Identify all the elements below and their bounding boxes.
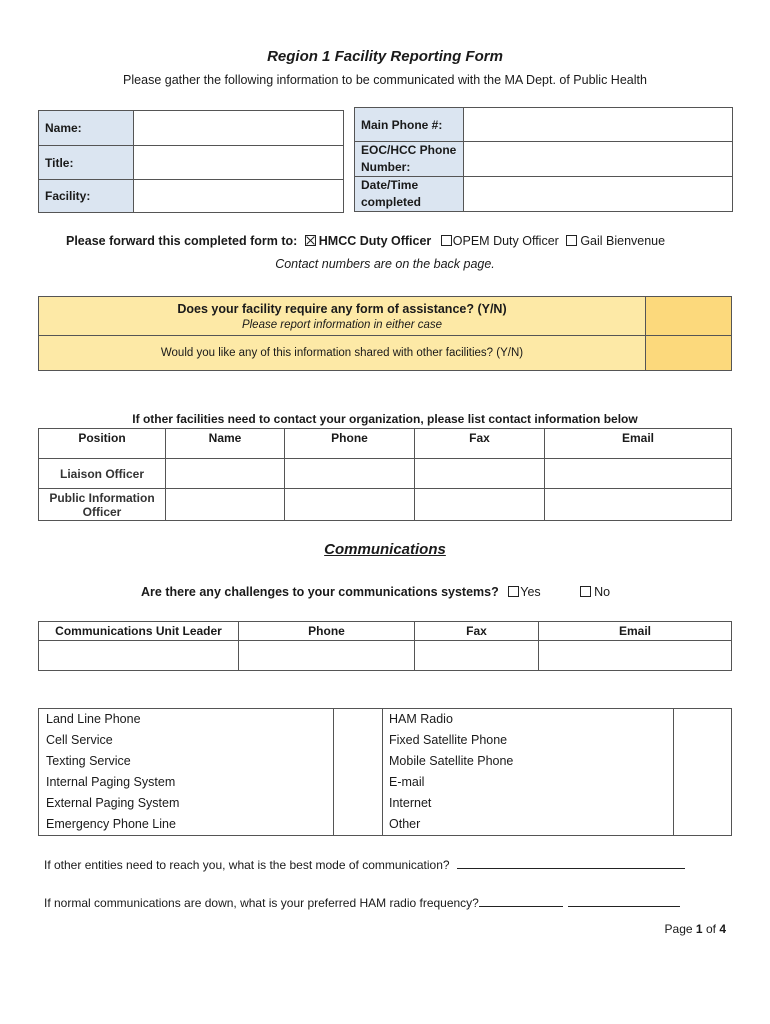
system-right-5: Other bbox=[383, 814, 674, 836]
system-right-5-field[interactable] bbox=[674, 814, 732, 836]
contacts-header-fax: Fax bbox=[415, 429, 545, 459]
system-right-1: Fixed Satellite Phone bbox=[383, 730, 674, 751]
system-right-1-field[interactable] bbox=[674, 730, 732, 751]
eoc-phone-field[interactable] bbox=[464, 142, 733, 177]
hmcc-checkbox[interactable] bbox=[305, 235, 316, 246]
comm-unit-leader-field[interactable] bbox=[39, 641, 239, 671]
contacts-header-phone: Phone bbox=[285, 429, 415, 459]
date-time-label-line2: completed bbox=[361, 195, 422, 209]
challenge-yes-checkbox[interactable] bbox=[508, 586, 519, 597]
page-word: Page bbox=[664, 922, 693, 936]
assistance-table bbox=[38, 296, 732, 371]
pio-phone-field[interactable] bbox=[285, 489, 415, 521]
contacts-header-position: Position bbox=[39, 429, 166, 459]
pio-email-field[interactable] bbox=[545, 489, 732, 521]
comm-unit-header-leader: Communications Unit Leader bbox=[39, 622, 239, 641]
ham-frequency-question: If normal communications are down, what is your preferred HAM radio frequency? bbox=[44, 896, 479, 910]
page-of-word: of bbox=[705, 922, 716, 936]
page-current: 1 bbox=[695, 922, 703, 936]
comm-unit-phone-field[interactable] bbox=[239, 641, 415, 671]
system-left-3-field[interactable] bbox=[334, 772, 383, 793]
liaison-officer-label: Liaison Officer bbox=[39, 459, 166, 489]
comm-unit-table bbox=[38, 621, 732, 671]
forward-prefix: Please forward this completed form to: bbox=[66, 234, 298, 248]
system-left-5: Emergency Phone Line bbox=[39, 814, 334, 836]
challenge-yes-label: Yes bbox=[520, 585, 541, 599]
system-right-3-field[interactable] bbox=[674, 772, 732, 793]
system-right-2: Mobile Satellite Phone bbox=[383, 751, 674, 772]
assistance-question: Does your facility require any form of assistance? (Y/N) bbox=[177, 301, 507, 316]
contacts-header-name: Name bbox=[166, 429, 285, 459]
comm-unit-email-field[interactable] bbox=[539, 641, 732, 671]
system-left-5-field[interactable] bbox=[334, 814, 383, 836]
facility-field[interactable] bbox=[134, 180, 344, 213]
system-left-0-field[interactable] bbox=[334, 709, 383, 730]
system-left-3: Internal Paging System bbox=[39, 772, 334, 793]
pio-name-field[interactable] bbox=[166, 489, 285, 521]
ham-frequency-row bbox=[44, 894, 734, 910]
contact-numbers-note: Contact numbers are on the back page. bbox=[275, 257, 495, 271]
best-mode-row bbox=[44, 856, 734, 872]
date-time-label-line1: Date/Time bbox=[361, 178, 419, 192]
best-mode-answer-line[interactable] bbox=[457, 856, 685, 869]
pio-label-line1: Public Information bbox=[49, 490, 155, 505]
gail-option-label: Gail Bienvenue bbox=[580, 234, 666, 248]
hmcc-option-label: HMCC Duty Officer bbox=[318, 234, 432, 248]
title-label: Title: bbox=[39, 146, 134, 180]
name-label: Name: bbox=[39, 111, 134, 146]
system-right-3: E-mail bbox=[383, 772, 674, 793]
share-question: Would you like any of this information shared with other facilities? (Y/N) bbox=[39, 336, 646, 371]
comm-unit-header-phone: Phone bbox=[239, 622, 415, 641]
opem-checkbox[interactable] bbox=[441, 235, 452, 246]
liaison-name-field[interactable] bbox=[166, 459, 285, 489]
communications-heading: Communications bbox=[324, 541, 446, 558]
liaison-email-field[interactable] bbox=[545, 459, 732, 489]
opem-option-label: OPEM Duty Officer bbox=[452, 234, 559, 248]
comm-unit-fax-field[interactable] bbox=[415, 641, 539, 671]
eoc-phone-label-line1: EOC/HCC Phone bbox=[361, 143, 457, 157]
system-left-4-field[interactable] bbox=[334, 793, 383, 814]
page-total: 4 bbox=[719, 922, 726, 936]
pio-label-line2: Officer bbox=[82, 504, 122, 519]
system-left-1-field[interactable] bbox=[334, 730, 383, 751]
system-left-4: External Paging System bbox=[39, 793, 334, 814]
liaison-phone-field[interactable] bbox=[285, 459, 415, 489]
facility-label: Facility: bbox=[39, 180, 134, 213]
form-title: Region 1 Facility Reporting Form bbox=[267, 48, 503, 65]
challenge-question: Are there any challenges to your communications systems? bbox=[141, 585, 499, 599]
assistance-answer-field[interactable] bbox=[646, 297, 732, 336]
challenge-no-checkbox[interactable] bbox=[580, 586, 591, 597]
forward-row bbox=[66, 234, 746, 248]
main-phone-label: Main Phone #: bbox=[355, 108, 464, 142]
date-time-label bbox=[355, 177, 464, 212]
contacts-table bbox=[38, 428, 732, 521]
contact-info-left-table bbox=[38, 110, 344, 213]
system-right-2-field[interactable] bbox=[674, 751, 732, 772]
main-phone-field[interactable] bbox=[464, 108, 733, 142]
system-right-0-field[interactable] bbox=[674, 709, 732, 730]
comm-unit-header-email: Email bbox=[539, 622, 732, 641]
contacts-header-email: Email bbox=[545, 429, 732, 459]
contacts-caption: If other facilities need to contact your organization, please list contact information below bbox=[132, 412, 638, 426]
eoc-phone-label-line2: Number: bbox=[361, 160, 411, 174]
pio-fax-field[interactable] bbox=[415, 489, 545, 521]
system-right-0: HAM Radio bbox=[383, 709, 674, 730]
form-subtitle: Please gather the following information to be communicated with the MA Dept. of Public Health bbox=[123, 73, 647, 87]
ham-frequency-answer-line-2[interactable] bbox=[568, 894, 680, 907]
date-time-field[interactable] bbox=[464, 177, 733, 212]
systems-table bbox=[38, 708, 732, 836]
page-number bbox=[620, 922, 726, 936]
eoc-phone-label bbox=[355, 142, 464, 177]
system-left-2-field[interactable] bbox=[334, 751, 383, 772]
assistance-note: Please report information in either case bbox=[241, 318, 443, 331]
title-field[interactable] bbox=[134, 146, 344, 180]
liaison-fax-field[interactable] bbox=[415, 459, 545, 489]
contact-info-right-table bbox=[354, 107, 733, 212]
ham-frequency-answer-line-1[interactable] bbox=[479, 894, 563, 907]
name-field[interactable] bbox=[134, 111, 344, 146]
share-answer-field[interactable] bbox=[646, 336, 732, 371]
assistance-question-cell bbox=[39, 297, 646, 336]
pio-label bbox=[39, 489, 166, 521]
comm-unit-header-fax: Fax bbox=[415, 622, 539, 641]
system-left-2: Texting Service bbox=[39, 751, 334, 772]
gail-checkbox[interactable] bbox=[566, 235, 577, 246]
system-right-4: Internet bbox=[383, 793, 674, 814]
system-right-4-field[interactable] bbox=[674, 793, 732, 814]
system-left-1: Cell Service bbox=[39, 730, 334, 751]
best-mode-question: If other entities need to reach you, what is the best mode of communication? bbox=[44, 858, 450, 872]
challenge-row bbox=[141, 585, 701, 599]
system-left-0: Land Line Phone bbox=[39, 709, 334, 730]
challenge-no-label: No bbox=[594, 585, 611, 599]
